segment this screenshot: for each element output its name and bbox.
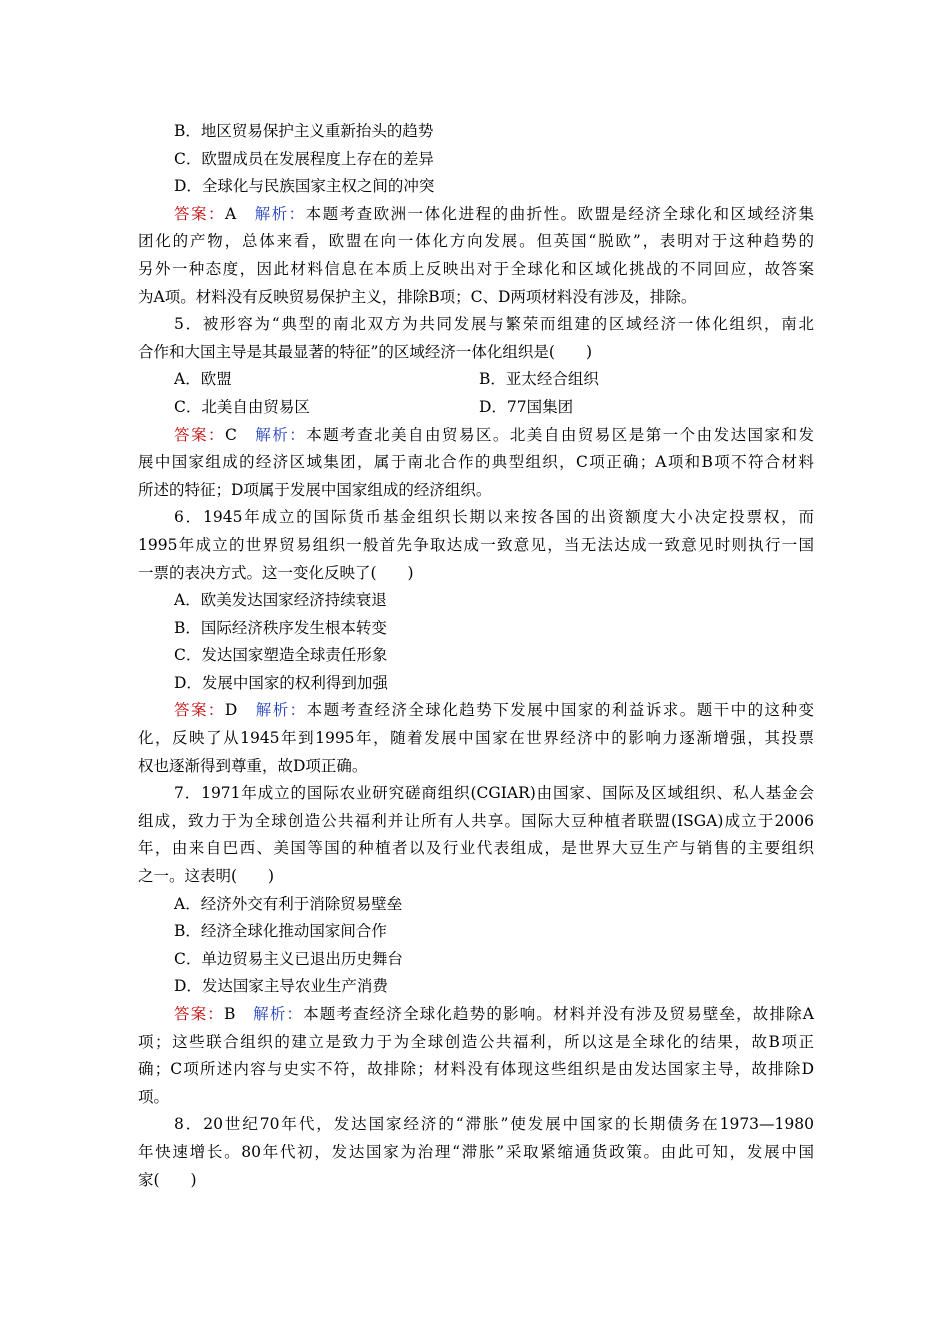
q8-stem-line: 家( )	[138, 1170, 197, 1189]
q5-stem-line: 合作和大国主导是其最显著的特征”的区域经济一体化组织是( )	[138, 342, 593, 361]
q5-options-row	[138, 394, 814, 422]
q6-option-b: B．国际经济秩序发生根本转变	[174, 618, 387, 637]
q7-option-c: C．单边贸易主义已退出历史舞台	[174, 949, 403, 968]
q6-explain-line: 权也逐渐得到尊重，故D项正确。	[138, 756, 368, 775]
q7-stem-line: 年，由来自巴西、美国等国的种植者以及行业代表组成，是世界大豆生产与销售的主要组织	[138, 839, 814, 858]
q8-stem-line: 8．20世纪70年代，发达国家经济的“滞胀”使发展中国家的长期债务在1973—1980	[174, 1115, 814, 1134]
answer-value: C	[224, 425, 237, 444]
answer-label: 答案：	[174, 425, 225, 444]
explain-text: 本题考查经济全球化趋势下发展中国家的利益诉求。题干中的这种变	[306, 701, 814, 720]
q7-option-d: D．发达国家主导农业生产消费	[174, 977, 388, 996]
q7-option-a: A．经济外交有利于消除贸易壁垒	[174, 894, 403, 913]
q7-explain-line: 项；这些联合组织的建立是致力于为全球创造公共福利，所以这是全球化的结果，故B项正	[138, 1032, 814, 1051]
explain-label: 解析：	[253, 1005, 304, 1023]
q5-explain-line: 展中国家组成的经济区域集团，属于南北合作的典型组织，C项正确；A项和B项不符合材料	[138, 453, 814, 472]
q6-option-a: A．欧美发达国家经济持续衰退	[174, 591, 387, 610]
q4-option-c: C．欧盟成员在发展程度上存在的差异	[174, 149, 434, 168]
q7-explain-line: 项。	[138, 1087, 170, 1106]
q6-stem-line: 一票的表决方式。这一变化反映了( )	[138, 563, 414, 582]
q4-explain-line: 团化的产物，总体来看，欧盟在向一体化方向发展。但英国“脱欧”，表明对于这种趋势的	[138, 232, 814, 251]
answer-label: 答案：	[174, 204, 225, 223]
q6-option-d: D．发展中国家的权利得到加强	[174, 673, 388, 692]
q6-stem-line: 6．1945年成立的国际货币基金组织长期以来按各国的出资额度大小决定投票权，而	[174, 508, 814, 527]
q7-answer-line	[138, 1001, 814, 1029]
q5-options-row	[138, 366, 814, 394]
answer-label: 答案：	[174, 701, 225, 720]
explain-label: 解析：	[255, 425, 307, 444]
q5-answer-line	[138, 422, 814, 450]
q6-stem-line: 1995年成立的世界贸易组织一般首先争取达成一致意见，当无法达成一致意见时则执行一国	[138, 535, 814, 554]
q5-option-a: A．欧盟	[174, 370, 232, 389]
q4-option-d: D．全球化与民族国家主权之间的冲突	[174, 177, 435, 196]
explain-text: 本题考查经济全球化趋势的影响。材料并没有涉及贸易壁垒，故排除A	[303, 1005, 814, 1023]
q6-answer-line	[138, 697, 814, 725]
q4-explain-line: 另外一种态度，因此材料信息在本质上反映出对于全球化和区域化挑战的不同回应，故答案	[138, 259, 814, 278]
explain-text: 本题考查欧洲一体化进程的曲折性。欧盟是经济全球化和区域经济集	[305, 204, 814, 223]
q7-option-b: B．经济全球化推动国家间合作	[174, 922, 387, 941]
q5-option-c: C．北美自由贸易区	[174, 397, 310, 416]
explain-label: 解析：	[255, 701, 307, 720]
q6-option-c: C．发达国家塑造全球责任形象	[174, 646, 388, 665]
document-page	[138, 118, 814, 1194]
q7-stem-line: 之一。这表明( )	[138, 867, 275, 886]
answer-value: B	[223, 1005, 236, 1023]
q5-option-d: D．77国集团	[479, 397, 574, 416]
answer-value: A	[224, 204, 237, 223]
q4-answer-line	[138, 201, 814, 229]
q5-stem-line: 5．被形容为“典型的南北双方为共同发展与繁荣而组建的区域经济一体化组织，南北	[174, 315, 814, 334]
answer-value: D	[224, 701, 238, 720]
q7-stem-line: 7．1971年成立的国际农业研究磋商组织(CGIAR)由国家、国际及区域组织、私人基金会	[174, 784, 814, 803]
explain-label: 解析：	[254, 204, 306, 223]
q7-stem-line: 组成，致力于为全球创造公共福利并让所有人共享。国际大豆种植者联盟(ISGA)成立于2006	[138, 811, 814, 830]
q4-option-b: B．地区贸易保护主义重新抬头的趋势	[174, 122, 434, 140]
q6-explain-line: 化，反映了从1945年到1995年，随着发展中国家在世界经济中的影响力逐渐增强，其投票	[138, 729, 814, 748]
q4-explain-line: 为A项。材料没有反映贸易保护主义，排除B项；C、D两项材料没有涉及，排除。	[138, 287, 697, 306]
q5-explain-line: 所述的特征；D项属于发展中国家组成的经济组织。	[138, 480, 492, 499]
q5-option-b: B．亚太经合组织	[479, 370, 599, 389]
q7-explain-line: 确；C项所述内容与史实不符，故排除；材料没有体现这些组织是由发达国家主导，故排除D	[138, 1060, 814, 1079]
q8-stem-line: 年快速增长。80年代初，发达国家为治理“滞胀”采取紧缩通货政策。由此可知，发展中国	[138, 1142, 814, 1161]
answer-label: 答案：	[174, 1005, 224, 1023]
explain-text: 本题考查北美自由贸易区。北美自由贸易区是第一个由发达国家和发	[306, 425, 814, 444]
